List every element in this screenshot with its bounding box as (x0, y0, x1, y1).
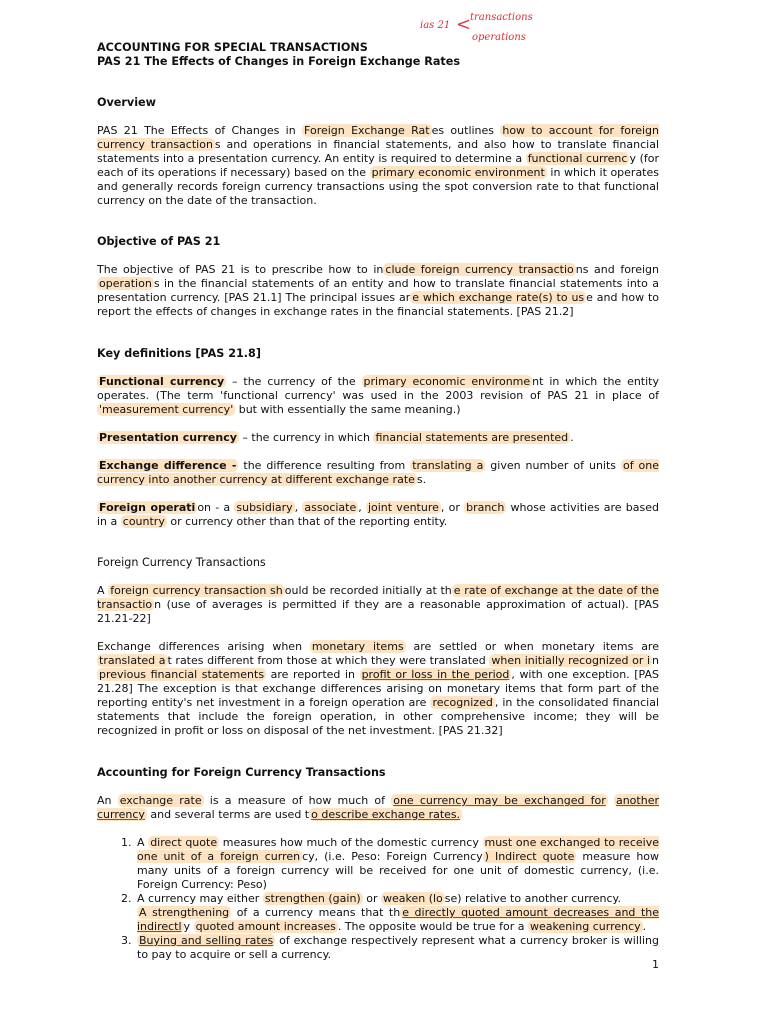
annotation-bracket: < (456, 14, 472, 35)
overview-heading: Overview (97, 96, 156, 109)
objective-heading: Objective of PAS 21 (97, 235, 221, 248)
fct-paragraph-1: A foreign currency transaction sh ould be recorded initially at th e rate of exchange at the date of the transactio n (use of averages is permitted if they are a reasonable approximation of actual). [PAS 21.21-22] (97, 584, 660, 625)
section-accounting-fct (97, 766, 659, 962)
definition-presentation-currency: Presentation currency – the currency in which financial statements are presented . (99, 431, 574, 444)
definition-exchange-difference: Exchange difference - the difference resulting from translating a given number of units of one currency into another currency at different exchange rate s. (97, 459, 660, 486)
page-number: 1 (652, 958, 659, 971)
list-item: 3. Buying and selling rates of exchange respectively represent what a currency broker is willing to pay to acquire or sell a currency. (135, 934, 659, 962)
accounting-heading: Accounting for Foreign Currency Transactions (97, 766, 386, 779)
definition-foreign-operation: Foreign operati on - a subsidiary , associate , joint venture , or branch whose activities are based in a country or currency other than that of the reporting entity. (97, 501, 659, 528)
overview-paragraph: PAS 21 The Effects of Changes in Foreign Exchange Rat es outlines how to account for foreign currency transaction s and operations in financial statements, and also how to translate financial statements into a presentation currency. An entity is required to determine a functional currenc y (for each of its operations if necessary) based on the primary economic environment in which it operates and generally records foreign currency transactions using the spot conversion rate to that functional currency on the date of the transaction. (97, 124, 660, 207)
list-item: 1. A direct quote measures how much of the domestic currency must one exchanged to receive one unit of a foreign curren cy, (i.e. Peso: Foreign Currency ) Indirect quote measure how many units of a foreign currency will be received for one unit of domestic currency, (i.e. Foreign Currency: Peso) (135, 836, 659, 892)
objective-paragraph: The objective of PAS 21 is to prescribe how to in clude foreign currency transactio ns and foreign operation s in the financial statements of an entity and how to translate financial statements into a presentation currency. [PAS 21.1] The principal issues ar e which exchange rate(s) to us e and how to report the effects of changes in exchange rates in the financial statements. [PAS 21.2] (97, 263, 659, 318)
exchange-rate-terms-list (97, 836, 659, 962)
section-foreign-currency-transactions (97, 556, 659, 738)
annotation-ias: ias 21 (420, 20, 451, 31)
list-item: 2. A currency may either strengthen (gain) or weaken (lo se) relative to another currency. A strengthening of a currency means that th e directly quoted amount decreases and the indirectl y quoted amount increases . The opposite would be true for a weakening currency . (135, 892, 659, 934)
section-objective (97, 235, 659, 319)
definitions-heading: Key definitions [PAS 21.8] (97, 347, 261, 360)
document-subtitle: PAS 21 The Effects of Changes in Foreign Exchange Rates (97, 55, 461, 68)
definition-functional-currency: Functional currency – the currency of the primary economic environme nt in which the entity operates. (The term 'functional currency' was used in the 2003 revision of PAS 21 in place of 'measurement currency' but with essentially the same meaning.) (97, 375, 659, 416)
annotation-operations: operations (472, 32, 526, 43)
annotation-transactions: transactions (470, 12, 533, 23)
section-definitions (97, 347, 659, 529)
document-header (97, 41, 659, 69)
accounting-intro: An exchange rate is a measure of how much of one currency may be exchanged for another currency and several terms are used t o describe exchange rates. (97, 794, 659, 821)
fct-paragraph-2: Exchange differences arising when monetary items are settled or when monetary items are translated a t rates different from those at which they were translated when initially recognized or i n previous financial statements are reported in profit or loss in the period , with one exception. [PAS 21.28] The exception is that exchange differences arising on monetary items that form part of the reporting entity's net investment in a foreign operation are recognized , in the consolidated financial statements that include the foreign operation, in other comprehensive income; they will be recognized in profit or loss on disposal of the net investment. [PAS 21.32] (97, 640, 660, 737)
fct-heading: Foreign Currency Transactions (97, 556, 266, 569)
section-overview (97, 96, 659, 208)
document-title: ACCOUNTING FOR SPECIAL TRANSACTIONS (97, 41, 368, 54)
